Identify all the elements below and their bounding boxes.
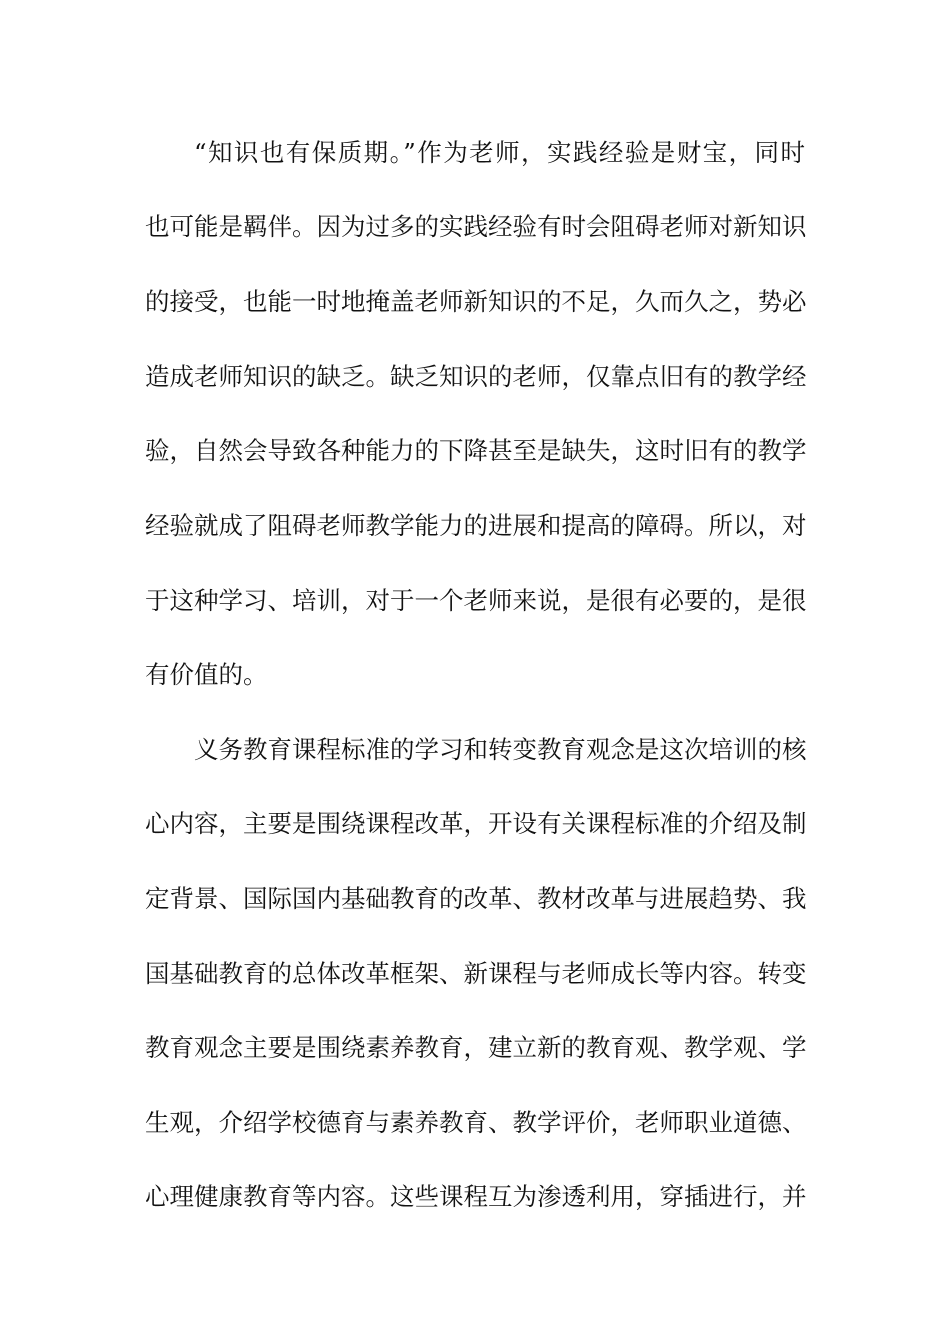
paragraph-1-line-7: 于这种学习、培训，对于一个老师来说，是很有必要的，是很 — [145, 586, 807, 615]
paragraph-2-line-4: 国基础教育的总体改革框架、新课程与老师成长等内容。转变 — [145, 959, 807, 988]
paragraph-2-line-6: 生观，介绍学校德育与素养教育、教学评价，老师职业道德、 — [145, 1108, 807, 1137]
paragraph-1-line-1: “知识也有保质期。”作为老师，实践经验是财宝，同时 — [194, 138, 805, 167]
paragraph-1-line-6: 经验就成了阻碍老师教学能力的进展和提高的障碍。所以，对 — [145, 511, 807, 540]
paragraph-1-line-2: 也可能是羁伴。因为过多的实践经验有时会阻碍老师对新知识 — [145, 212, 807, 241]
paragraph-2-line-5: 教育观念主要是围绕素养教育，建立新的教育观、教学观、学 — [145, 1033, 807, 1062]
paragraph-1-line-3: 的接受，也能一时地掩盖老师新知识的不足，久而久之，势必 — [145, 287, 807, 316]
paragraph-1-line-8: 有价值的。 — [145, 660, 268, 689]
paragraph-2-line-3: 定背景、国际国内基础教育的改革、教材改革与进展趋势、我 — [145, 884, 807, 913]
paragraph-2-line-2: 心内容，主要是围绕课程改革，开设有关课程标准的介绍及制 — [145, 809, 807, 838]
paragraph-2-line-1: 义务教育课程标准的学习和转变教育观念是这次培训的核 — [194, 735, 807, 764]
paragraph-2-line-7: 心理健康教育等内容。这些课程互为渗透利用，穿插进行，并 — [145, 1182, 807, 1211]
paragraph-1-line-5: 验，自然会导致各种能力的下降甚至是缺失，这时旧有的教学 — [145, 436, 807, 465]
paragraph-1-line-4: 造成老师知识的缺乏。缺乏知识的老师，仅靠点旧有的教学经 — [145, 362, 807, 391]
